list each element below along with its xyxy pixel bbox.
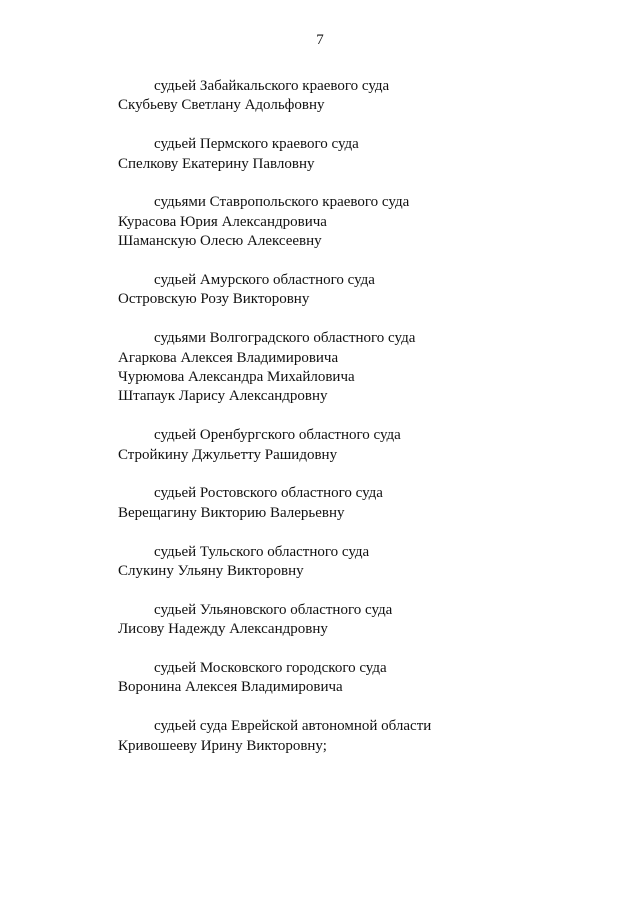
entry-orenburg [118,426,598,465]
judge-name: Скубьеву Светлану Адольфовну [118,97,325,114]
judge-name: Кривошееву Ирину Викторовну; [118,737,327,754]
court-line: судьей Московского городского суда [154,660,387,677]
judge-name: Курасова Юрия Александровича [118,213,327,230]
entry-zabaikalsky [118,77,598,116]
judge-name: Шаманскую Олесю Алексеевну [118,233,322,250]
entry-rostov [118,484,598,523]
judge-name: Верещагину Викторию Валерьевну [118,504,345,521]
judge-name: Островскую Розу Викторовну [118,291,310,308]
entry-volgograd [118,329,598,407]
court-line: судьей суда Еврейской автономной области [154,718,432,735]
court-line: судьями Ставропольского краевого суда [154,194,410,211]
entry-jewish-ao [118,717,598,756]
judge-name: Слукину Ульяну Викторовну [118,563,304,580]
court-line: судьей Забайкальского краевого суда [154,78,390,94]
judge-name: Спелкову Екатерину Павловну [118,155,315,172]
entry-moscow-city [118,659,598,698]
court-line: судьей Ульяновского областного суда [154,601,393,618]
judge-name: Агаркова Алексея Владимировича [118,349,339,366]
entry-tula [118,543,598,582]
court-line: судьей Тульского областного суда [154,543,370,560]
judge-name: Чурюмова Александра Михайловича [118,369,355,386]
judge-name: Воронина Алексея Владимировича [118,679,343,696]
court-line: судьей Амурского областного суда [154,272,375,289]
entry-stavropol [118,193,598,251]
entry-perm [118,135,598,174]
appointments-list [118,77,598,775]
judge-name: Стройкину Джульетту Рашидовну [118,446,338,463]
judge-name: Лисову Надежду Александровну [118,621,328,638]
court-line: судьями Волгоградского областного суда [154,330,416,347]
judge-name: Штапаук Ларису Александровну [118,388,328,405]
page-number: 7 [316,32,324,48]
entry-ulyanovsk [118,601,598,640]
court-line: судьей Оренбургского областного суда [154,427,401,444]
entry-amur [118,271,598,310]
court-line: судьей Пермского краевого суда [154,136,359,153]
court-line: судьей Ростовского областного суда [154,485,383,502]
